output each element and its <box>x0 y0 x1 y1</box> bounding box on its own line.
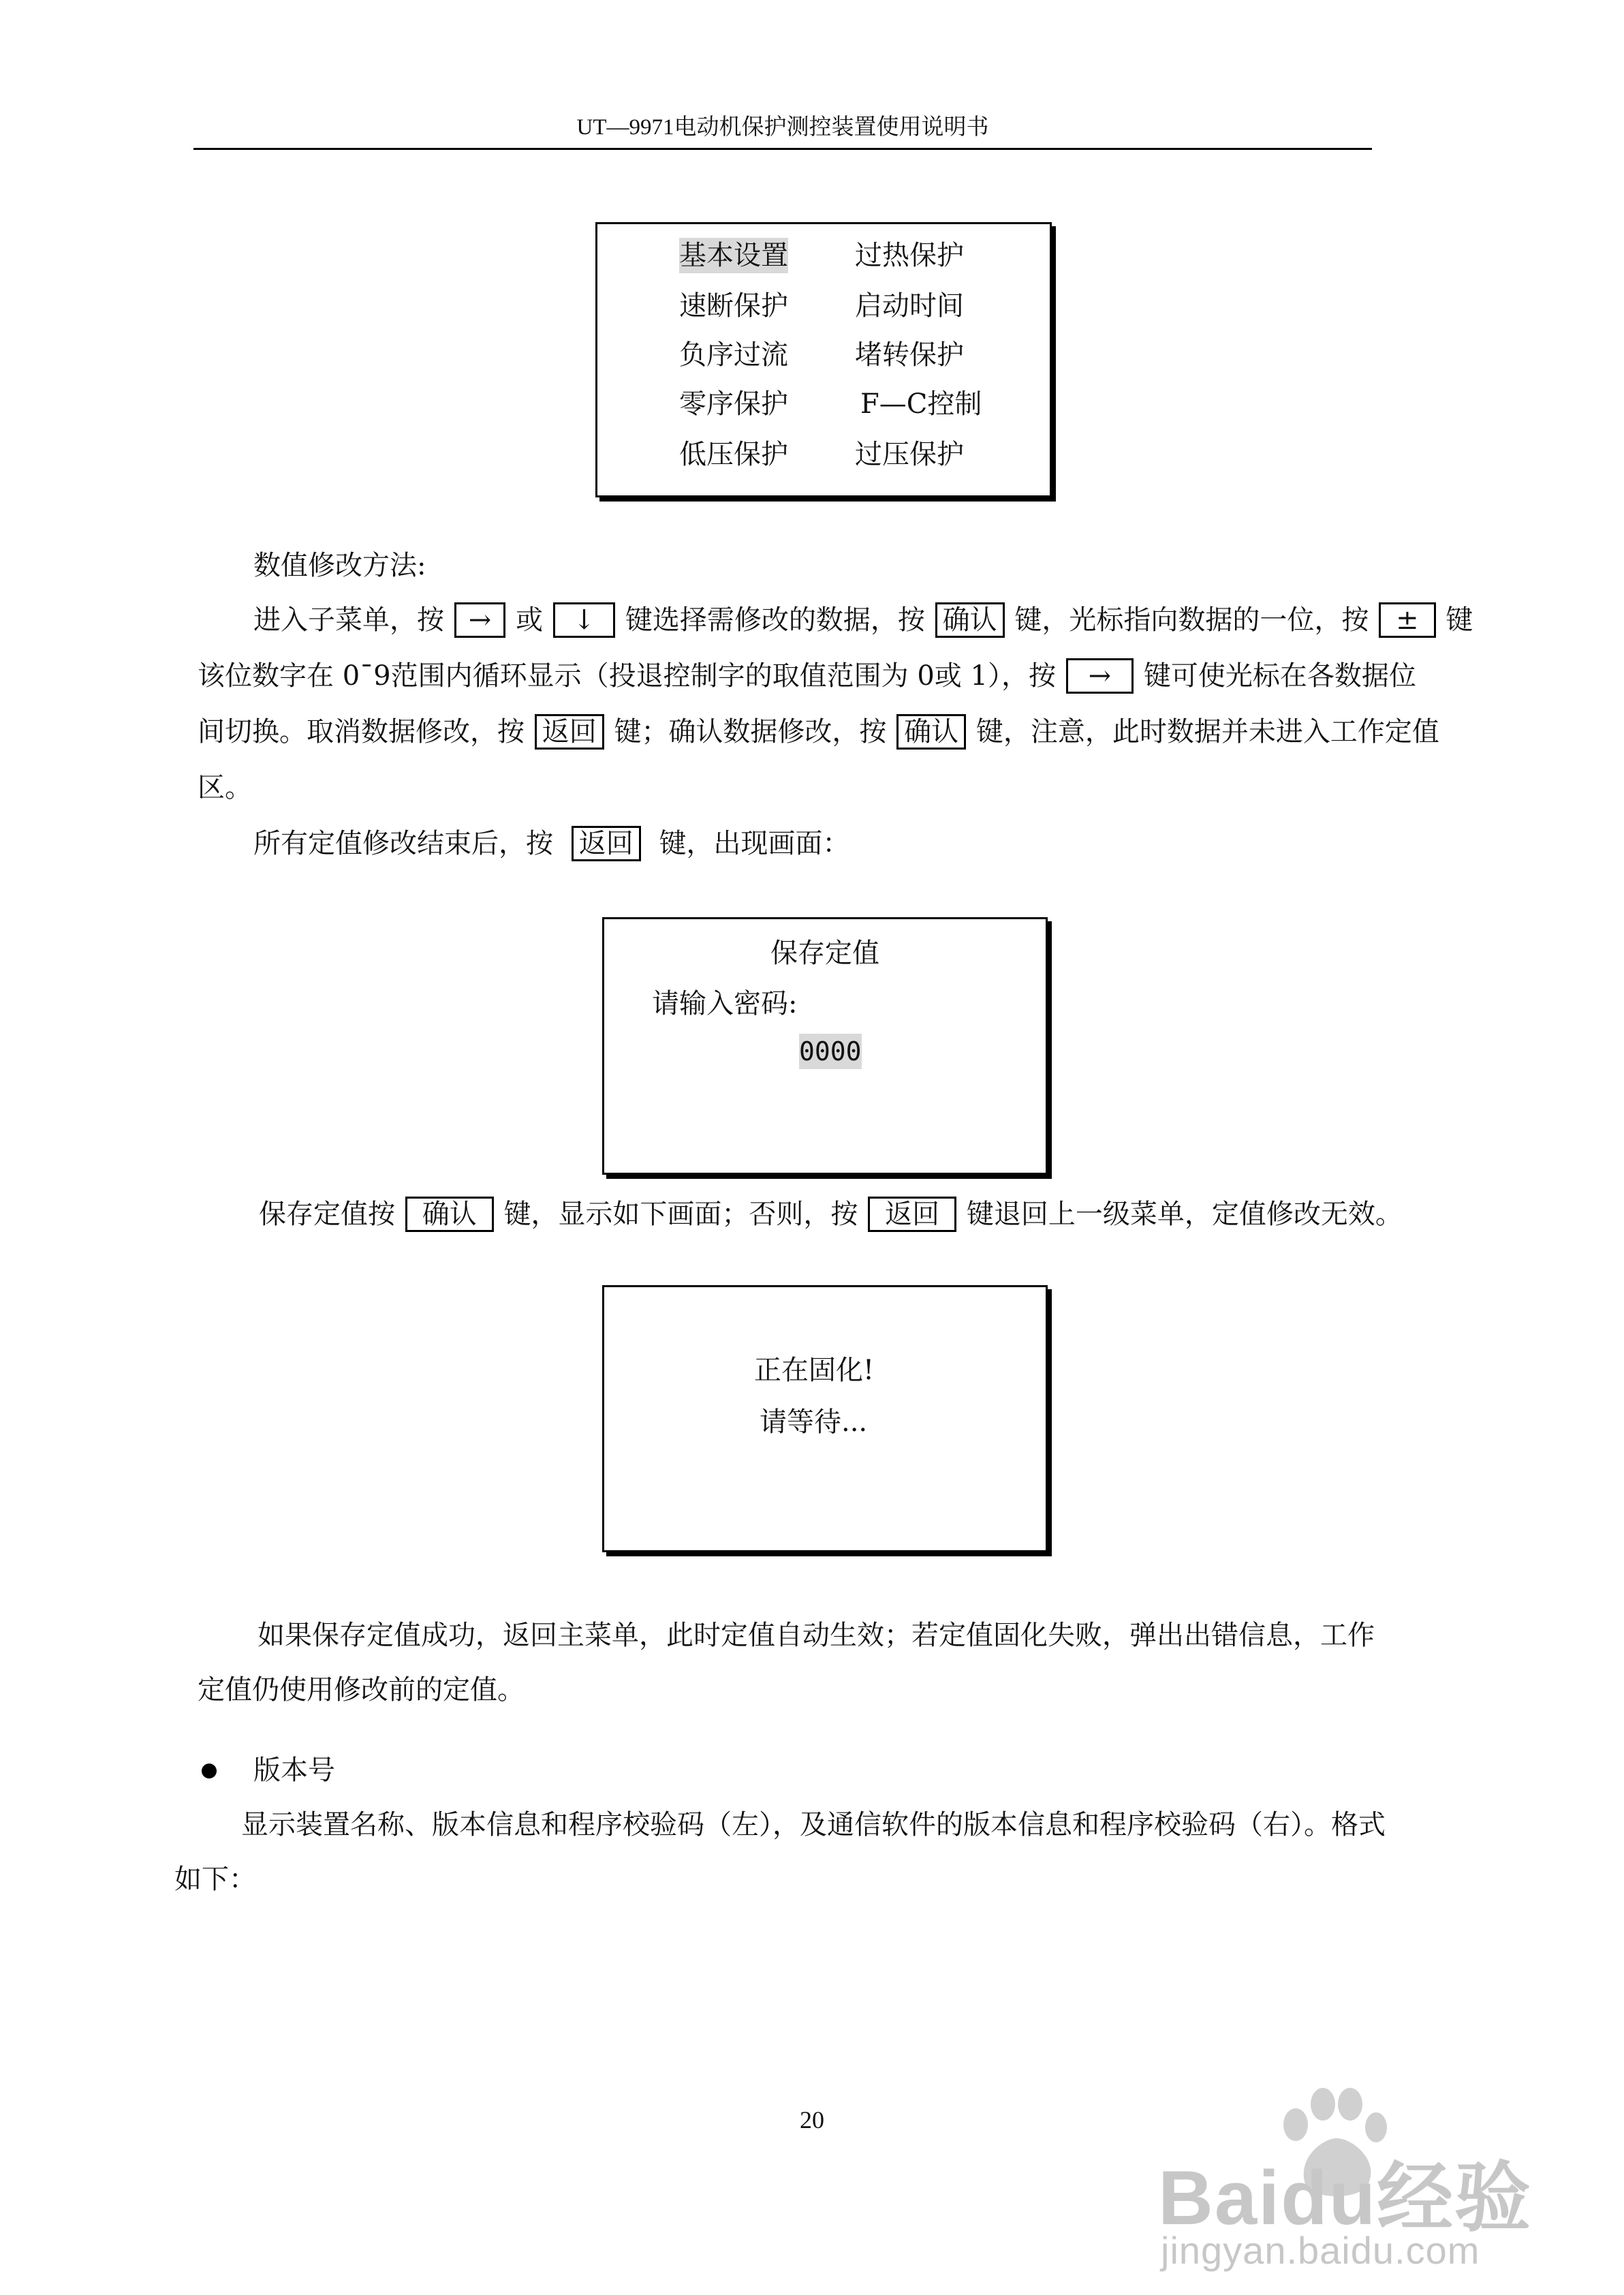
paragraph-line: 定值仍使用修改前的定值。 <box>198 1674 525 1706</box>
menu-item-start-time[interactable]: 启动时间 <box>855 290 964 322</box>
page-number: 20 <box>800 2106 824 2134</box>
section-heading: 数值修改方法: <box>253 550 426 581</box>
menu-item-negative-sequence-overcurrent[interactable]: 负序过流 <box>679 339 788 371</box>
paragraph-line <box>198 658 1416 694</box>
paragraph-line: 区。 <box>198 772 252 803</box>
text: 键 <box>1446 604 1473 636</box>
menu-screen <box>595 222 1052 497</box>
menu-item-overvoltage-protection[interactable]: 过压保护 <box>855 439 964 470</box>
screen-title: 保存定值 <box>770 938 879 969</box>
menu-item-low-voltage-protection[interactable]: 低压保护 <box>679 439 788 470</box>
text: 键选择需修改的数据，按 <box>625 604 925 636</box>
paragraph-line <box>253 826 849 861</box>
confirm-key: 确认 <box>896 714 966 750</box>
paragraph-line: 如果保存定值成功，返回主菜单，此时定值自动生效；若定值固化失败，弹出出错信息，工作 <box>257 1620 1375 1651</box>
paragraph-line <box>253 602 1473 638</box>
password-prompt: 请输入密码: <box>652 988 798 1019</box>
return-key: 返回 <box>535 714 604 750</box>
solidifying-screen <box>602 1285 1048 1552</box>
confirm-key: 确认 <box>935 602 1005 638</box>
watermark-url: jingyan.baidu.com <box>1161 2229 1480 2272</box>
menu-item-overheat-protection[interactable]: 过热保护 <box>855 240 964 271</box>
menu-item-quick-break-protection[interactable]: 速断保护 <box>679 290 788 322</box>
bullet-icon <box>202 1763 217 1778</box>
document-header-title: UT—9971电动机保护测控装置使用说明书 <box>576 115 989 140</box>
paragraph-line <box>198 714 1439 750</box>
text: 所有定值修改结束后，按 <box>253 828 553 859</box>
menu-item-stall-protection[interactable]: 堵转保护 <box>855 339 964 371</box>
paragraph-line <box>259 1197 1403 1232</box>
text: 进入子菜单，按 <box>253 604 444 636</box>
down-arrow-key: ↓ <box>553 602 616 638</box>
paragraph-line: 显示装置名称、版本信息和程序校验码（左），及通信软件的版本信息和程序校验码（右）。格式 <box>241 1809 1386 1840</box>
watermark-brand: Baidu经验 <box>1158 2155 1533 2240</box>
right-arrow-key: → <box>1066 658 1134 694</box>
text: 键退回上一级菜单，定值修改无效。 <box>966 1199 1403 1230</box>
status-message: 正在固化! <box>754 1355 875 1386</box>
password-field[interactable]: 0000 <box>799 1034 862 1069</box>
menu-item-zero-sequence-protection[interactable]: 零序保护 <box>679 388 788 420</box>
text: 该位数字在 0¯9范围内循环显示（投退控制字的取值范围为 0或 1），按 <box>198 660 1056 692</box>
text: 键，显示如下画面；否则，按 <box>503 1199 858 1230</box>
text: 键，注意，此时数据并未进入工作定值 <box>975 716 1439 748</box>
menu-item-fc-control[interactable]: F—C控制 <box>860 388 982 420</box>
text: 或 <box>515 604 543 636</box>
header-rule <box>193 148 1372 150</box>
text: 键；确认数据修改，按 <box>614 716 887 748</box>
paragraph-line: 如下： <box>174 1864 256 1895</box>
confirm-key: 确认 <box>405 1197 494 1232</box>
text: 键可使光标在各数据位 <box>1143 660 1416 692</box>
return-key: 返回 <box>572 826 641 861</box>
text: 间切换。取消数据修改，按 <box>198 716 525 748</box>
right-arrow-key: → <box>454 602 506 638</box>
save-settings-screen <box>602 917 1048 1175</box>
plus-minus-key: ± <box>1379 602 1436 638</box>
return-key: 返回 <box>868 1197 956 1232</box>
wait-message: 请等待... <box>760 1406 868 1438</box>
text: 键，光标指向数据的一位，按 <box>1014 604 1369 636</box>
text: 保存定值按 <box>259 1199 395 1230</box>
bullet-label: 版本号 <box>253 1755 335 1786</box>
menu-item-basic-settings[interactable]: 基本设置 <box>679 238 788 273</box>
text: 键，出现画面： <box>659 828 850 859</box>
